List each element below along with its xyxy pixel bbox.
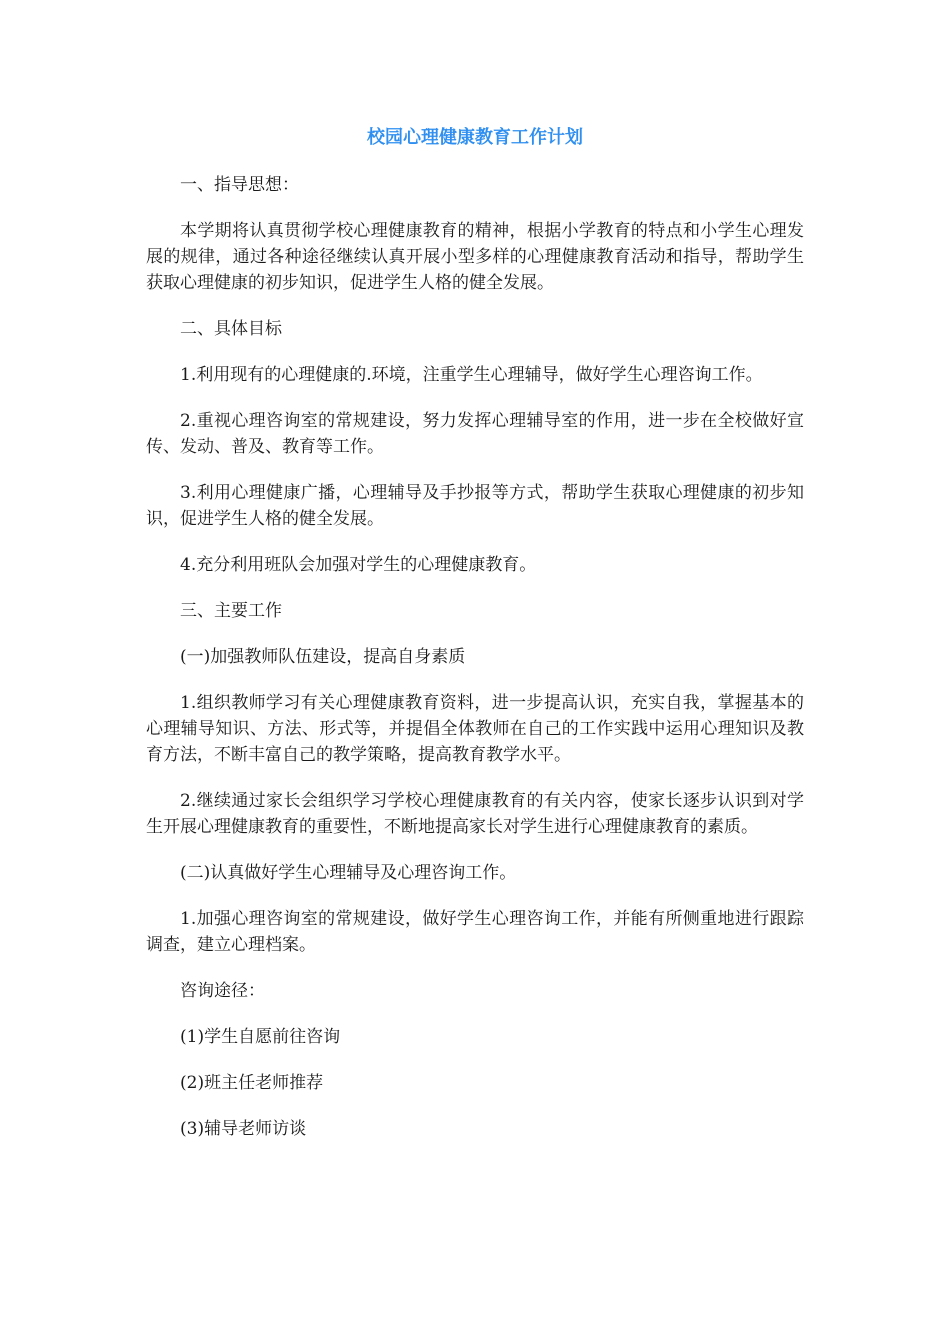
goal-item-2: 2.重视心理咨询室的常规建设，努力发挥心理辅导室的作用，进一步在全校做好宣传、发动、普及、教育等工作。 [146, 411, 804, 457]
subheading-student-counseling: (二)认真做好学生心理辅导及心理咨询工作。 [180, 863, 517, 883]
goal-item-3: 3.利用心理健康广播，心理辅导及手抄报等方式，帮助学生获取心理健康的初步知识，促进学生人格的健全发展。 [146, 483, 804, 529]
heading-consultation-channels: 咨询途径： [180, 981, 265, 1001]
paragraph-guiding-ideology: 本学期将认真贯彻学校心理健康教育的精神，根据小学教育的特点和小学生心理发展的规律，通过各种途径继续认真开展小型多样的心理健康教育活动和指导，帮助学生获取心理健康的初步知识，促进学生人格的健全发展。 [146, 221, 804, 293]
goal-item-4: 4.充分利用班队会加强对学生的心理健康教育。 [180, 555, 537, 575]
document-title: 校园心理健康教育工作计划 [367, 127, 583, 148]
heading-guiding-ideology: 一、指导思想： [180, 175, 299, 195]
counseling-item-1: 1.加强心理咨询室的常规建设，做好学生心理咨询工作，并能有所侧重地进行跟踪调查，建立心理档案。 [146, 909, 804, 955]
channel-item-1: (1)学生自愿前往咨询 [180, 1027, 341, 1047]
teacher-item-1: 1.组织教师学习有关心理健康教育资料，进一步提高认识，充实自我，掌握基本的心理辅导知识、方法、形式等，并提倡全体教师在自己的工作实践中运用心理知识及教育方法，不断丰富自己的教学策略，提高教育教学水平。 [146, 693, 804, 765]
channel-item-3: (3)辅导老师访谈 [180, 1119, 307, 1139]
goal-item-1: 1.利用现有的心理健康的.环境，注重学生心理辅导，做好学生心理咨询工作。 [180, 365, 763, 385]
teacher-item-2: 2.继续通过家长会组织学习学校心理健康教育的有关内容，使家长逐步认识到对学生开展心理健康教育的重要性，不断地提高家长对学生进行心理健康教育的素质。 [146, 791, 804, 837]
heading-specific-goals: 二、具体目标 [180, 319, 282, 339]
subheading-teacher-team: (一)加强教师队伍建设，提高自身素质 [180, 647, 466, 667]
document-body [146, 172, 804, 1162]
heading-main-work: 三、主要工作 [180, 601, 282, 621]
channel-item-2: (2)班主任老师推荐 [180, 1073, 324, 1093]
